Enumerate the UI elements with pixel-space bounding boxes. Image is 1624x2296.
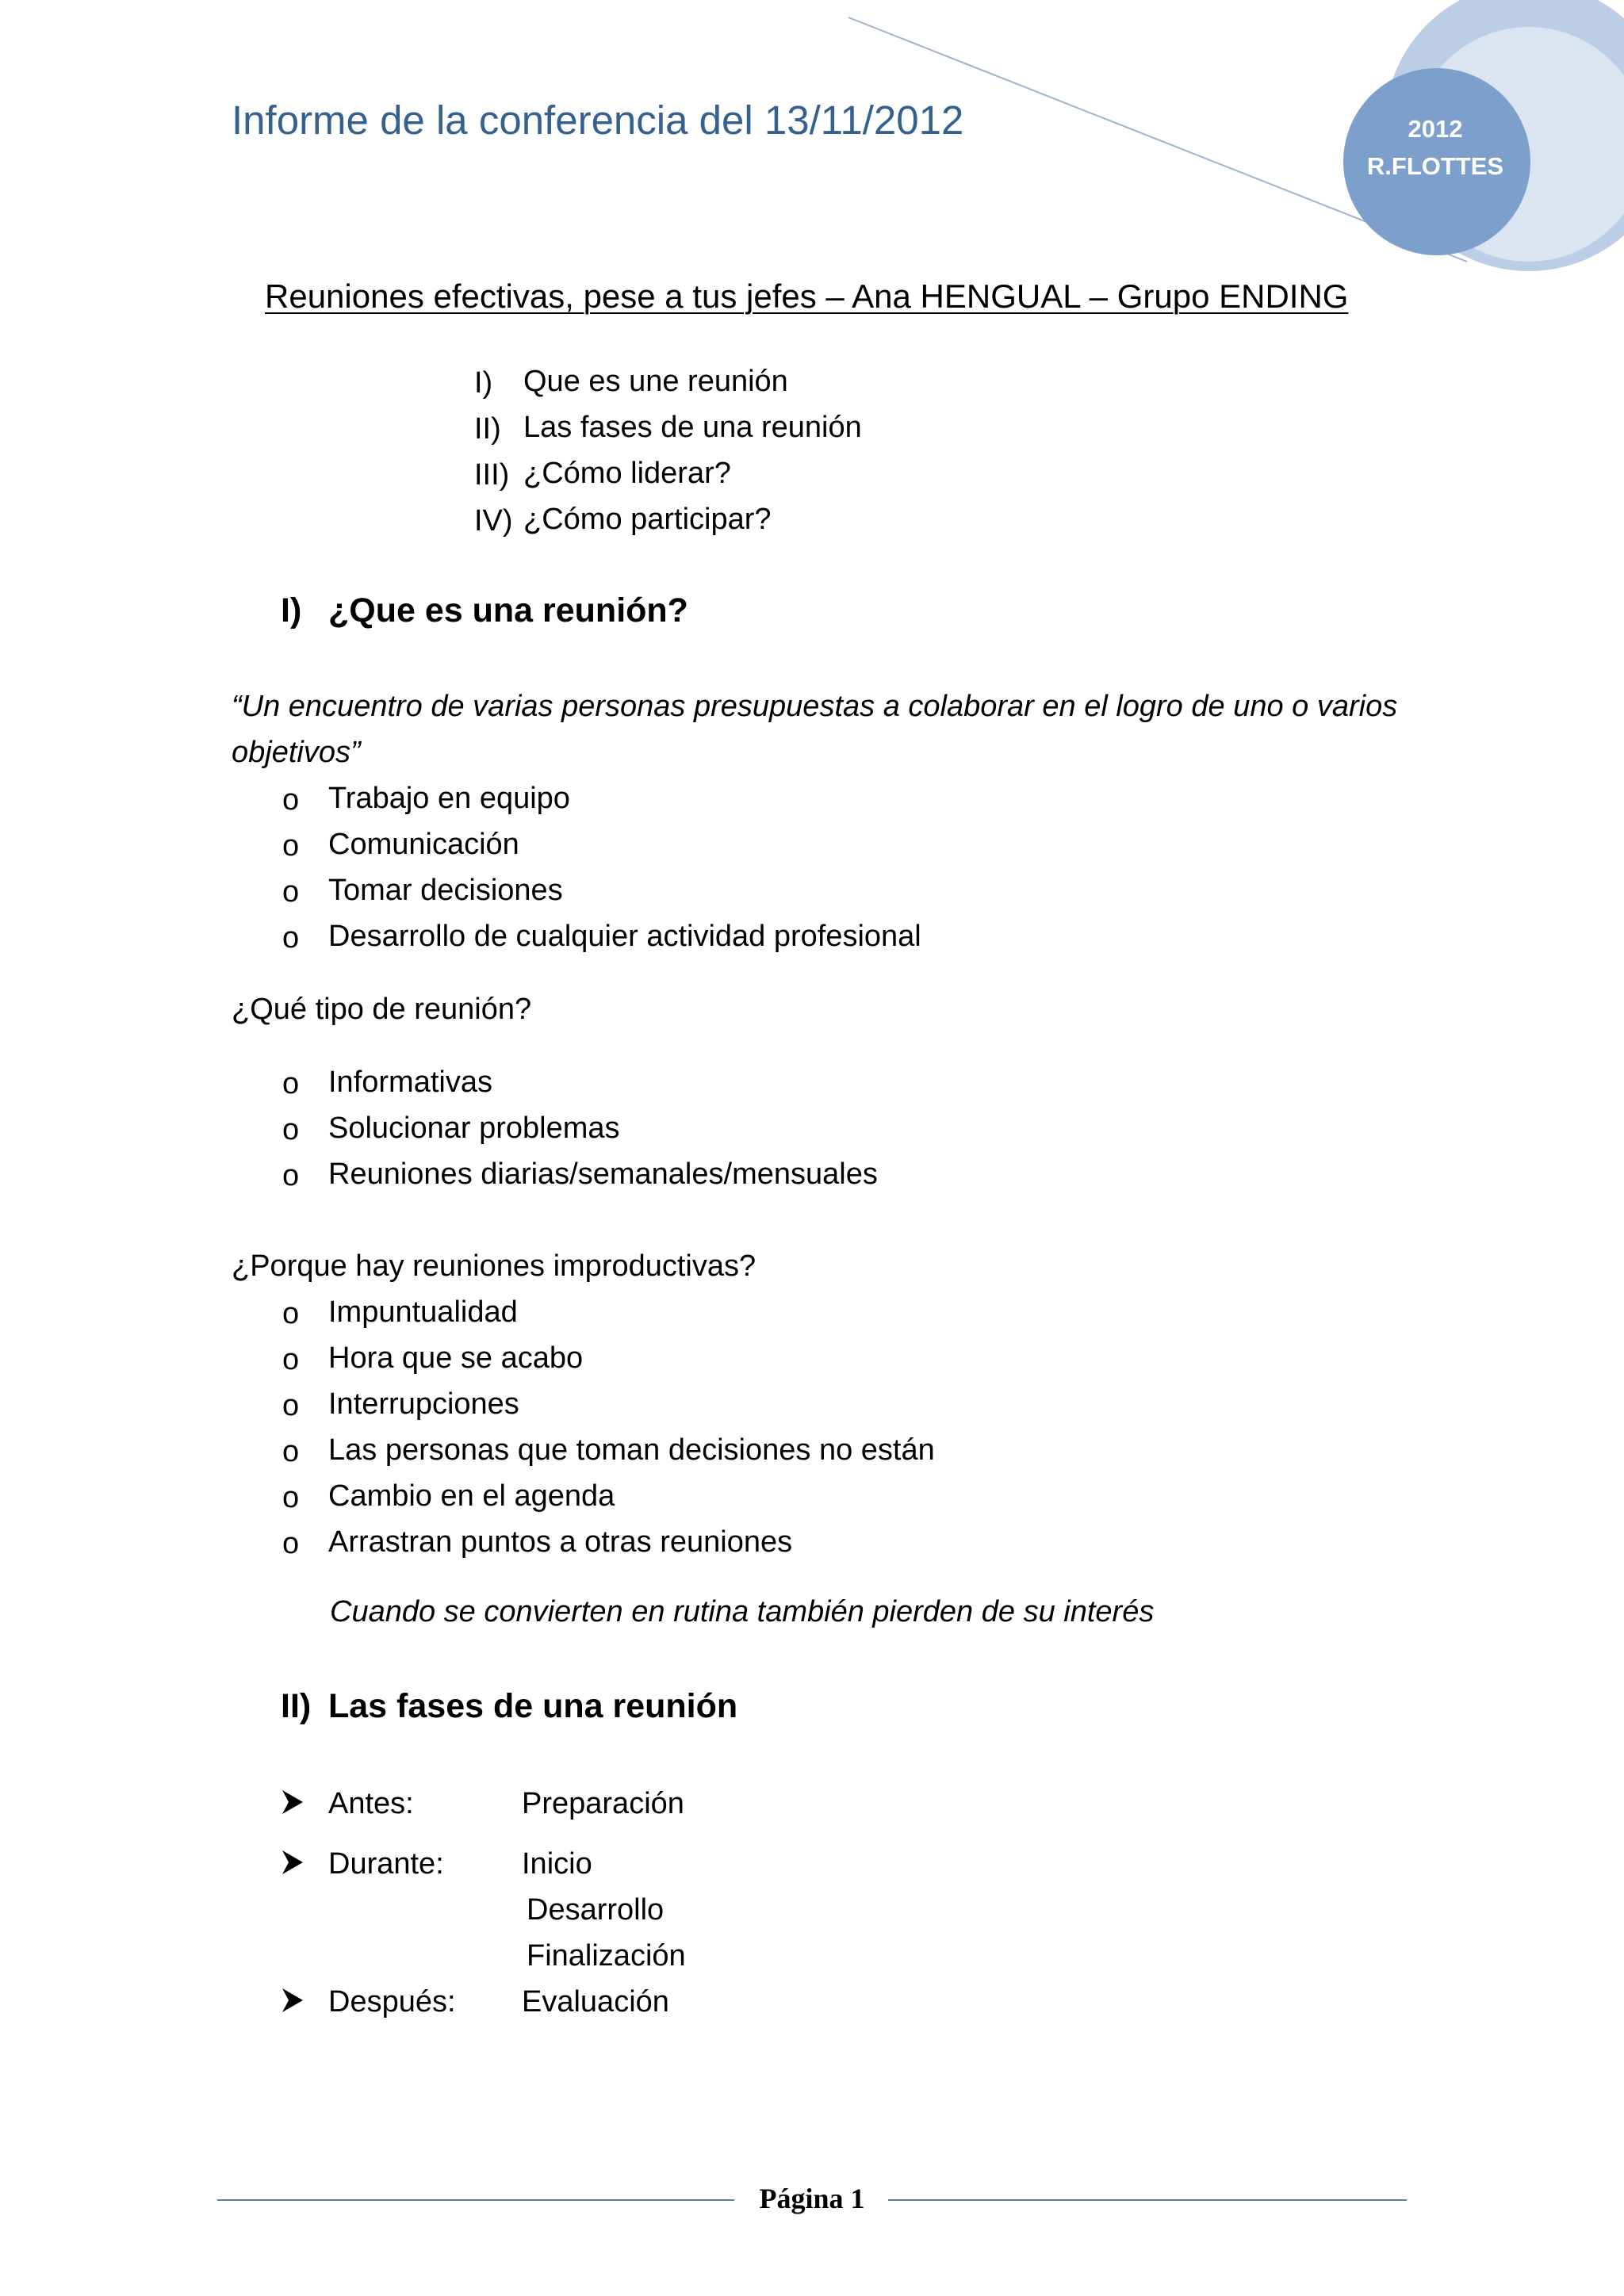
toc-item: ¿Cómo participar? bbox=[523, 503, 772, 536]
phase-label: Antes: bbox=[328, 1787, 414, 1820]
list-bullet: o bbox=[282, 1067, 300, 1100]
document-header-title: Informe de la conferencia del 13/11/2012 bbox=[232, 98, 964, 143]
section-heading: ¿Que es una reunión? bbox=[328, 591, 688, 629]
phase-value: Preparación bbox=[522, 1787, 684, 1820]
routine-note: Cuando se convierten en rutina también pierden de su interés bbox=[330, 1595, 1155, 1628]
phase-value: Evaluación bbox=[522, 1985, 669, 2019]
phase-label: Durante: bbox=[328, 1847, 444, 1881]
list-bullet: o bbox=[282, 875, 300, 909]
list-bullet: o bbox=[282, 1113, 300, 1146]
list-item: Arrastran puntos a otras reuniones bbox=[328, 1525, 793, 1559]
toc-number: I) bbox=[474, 366, 493, 400]
corner-year: 2012 bbox=[1408, 115, 1463, 143]
page-number: Página 1 bbox=[759, 2183, 865, 2214]
list-bullet: o bbox=[282, 783, 300, 817]
footer-rule-right bbox=[888, 2199, 1407, 2201]
question-unproductive: ¿Porque hay reuniones improductivas? bbox=[232, 1249, 756, 1283]
document-subtitle: Reuniones efectivas, pese a tus jefes – Ana HENGUAL – Grupo ENDING bbox=[265, 277, 1349, 315]
phase-label: Después: bbox=[328, 1985, 456, 2019]
list-item: Impuntualidad bbox=[328, 1295, 518, 1329]
list-bullet: o bbox=[282, 921, 300, 955]
footer-rule-left bbox=[217, 2199, 734, 2201]
toc-item: Las fases de una reunión bbox=[523, 411, 862, 444]
corner-author: R.FLOTTES bbox=[1366, 152, 1504, 180]
toc-item: Que es une reunión bbox=[523, 365, 788, 398]
question-meeting-types: ¿Qué tipo de reunión? bbox=[232, 993, 532, 1026]
toc-number: II) bbox=[474, 412, 501, 446]
toc-number: IV) bbox=[474, 504, 513, 538]
definition-quote: “Un encuentro de varias personas presupuestas a colaborar en el logro de uno o varios bbox=[232, 690, 1398, 723]
list-bullet: o bbox=[282, 1343, 300, 1376]
list-bullet: o bbox=[282, 1435, 300, 1468]
section-number: II) bbox=[281, 1687, 312, 1725]
list-bullet: o bbox=[282, 1159, 300, 1192]
list-item: Reuniones diarias/semanales/mensuales bbox=[328, 1158, 878, 1191]
arrow-bullet-icon bbox=[281, 1789, 304, 1816]
arrow-bullet-icon bbox=[281, 1987, 304, 2014]
list-item: Hora que se acabo bbox=[328, 1341, 584, 1375]
toc-item: ¿Cómo liderar? bbox=[523, 457, 731, 490]
list-bullet: o bbox=[282, 1297, 300, 1330]
list-item: Informativas bbox=[328, 1066, 492, 1099]
list-bullet: o bbox=[282, 829, 300, 863]
list-item: Tomar decisiones bbox=[328, 874, 563, 907]
phase-value: Inicio bbox=[522, 1847, 592, 1881]
arrow-bullet-icon bbox=[281, 1849, 304, 1876]
section-heading: Las fases de una reunión bbox=[328, 1687, 738, 1725]
list-bullet: o bbox=[282, 1389, 300, 1422]
toc-number: III) bbox=[474, 458, 510, 492]
list-bullet: o bbox=[282, 1527, 300, 1560]
list-item: Cambio en el agenda bbox=[328, 1479, 615, 1513]
phase-value: Finalización bbox=[527, 1939, 686, 1973]
definition-quote-continued: objetivos” bbox=[232, 736, 361, 769]
list-item: Interrupciones bbox=[328, 1387, 519, 1421]
list-bullet: o bbox=[282, 1481, 300, 1514]
list-item: Solucionar problemas bbox=[328, 1112, 620, 1145]
list-item: Trabajo en equipo bbox=[328, 782, 570, 815]
section-number: I) bbox=[281, 591, 302, 629]
list-item: Las personas que toman decisiones no están bbox=[328, 1433, 935, 1467]
list-item: Comunicación bbox=[328, 828, 519, 861]
phase-value: Desarrollo bbox=[527, 1893, 665, 1927]
list-item: Desarrollo de cualquier actividad profesional bbox=[328, 920, 921, 953]
